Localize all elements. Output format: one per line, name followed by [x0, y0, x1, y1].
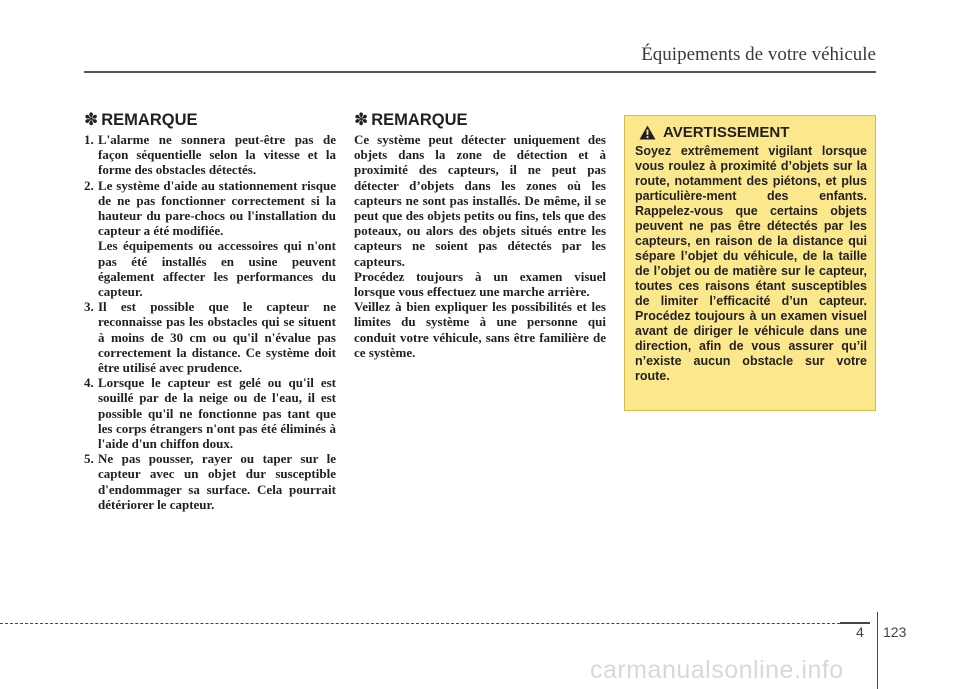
note-left-heading-text: REMARQUE	[101, 110, 198, 129]
list-item	[84, 132, 336, 178]
footer-rule	[0, 623, 870, 624]
page-header-title: Équipements de votre véhicule	[641, 44, 876, 65]
list-item-number: 2.	[84, 177, 94, 193]
page-number: 123	[883, 624, 907, 640]
note-right	[354, 110, 606, 360]
warning-text: Soyez extrêmement vigilant lorsque vous roulez à proximité d’objets sur la route, notamment des piétons, et plus particulière-ment des enfants. Rappelez-vous que certains objets peuvent ne pas être détectés par les capteurs, en raison de la distance qui sépare l’objet du véhicule, de la taille de l’objet ou de matière sur le capteur, toutes ces raisons étant susceptibles de limiter l’efficacité d’un capteur. Procédez toujours à un examen visuel avant de diriger le véhicule dans une direction, afin de vous assurer qu’il n’existe aucun obstacle sur votre route.	[635, 144, 867, 383]
warning-box	[624, 115, 876, 411]
note-paragraph: Procédez toujours à un examen visuel lorsque vous effectuez une marche arrière.	[354, 268, 606, 300]
page-number-separator	[877, 612, 878, 689]
list-item-text: Le système d'aide au stationnement risque de ne pas fonctionner correctement si la hauteur du pare-chocs ou l'installation du capteur a été modifiée.	[98, 177, 336, 239]
warning-heading	[639, 124, 867, 141]
list-item	[84, 178, 336, 300]
note-star-icon: ✽	[84, 110, 99, 129]
note-paragraph: Ce système peut détecter uniquement des objets dans la zone de détection et à proximité des capteurs, il ne peut pas détecter d’objets dans les zones où les capteurs ne sont pas installés. De même, il se peut que des objets petits ou fins, tels que des poteaux, ou alors des objets situés entre les capteurs ne soient pas détectés par les capteurs.	[354, 132, 606, 269]
warning-triangle-icon	[639, 125, 656, 140]
list-item-text: Il est possible que le capteur ne reconnaisse pas les obstacles qui se situent à moins de 30 cm ou qu'il n'évalue pas correctement la distance. Ce système doit être utilisé avec prudence.	[98, 299, 336, 376]
list-item-text: Ne pas pousser, rayer ou taper sur le capteur avec un objet dur susceptible d'endommager sa surface. Cela pourrait détériorer le capteur.	[98, 451, 336, 512]
list-item-number: 5.	[84, 451, 94, 467]
header-rule	[84, 71, 876, 73]
note-right-heading	[354, 110, 606, 130]
list-item	[84, 451, 336, 512]
note-left	[84, 110, 336, 512]
list-item-text: Lorsque le capteur est gelé ou qu'il est souillé par de la neige ou de l'eau, il est possible qu'il ne fonctionne pas tant que les corps étrangers n'ont pas été éliminés à l'aide d'un chiffon doux.	[98, 375, 336, 452]
note-star-icon: ✽	[354, 110, 369, 129]
note-right-heading-text: REMARQUE	[371, 110, 468, 129]
list-item	[84, 375, 336, 451]
list-item	[84, 299, 336, 375]
list-item-number: 1.	[84, 132, 94, 147]
list-item-extra-text: Les équipements ou accessoires qui n'ont pas été installés en usine peuvent également affecter les performances du capteur.	[98, 238, 336, 300]
list-item-number: 3.	[84, 299, 94, 315]
chapter-number: 4	[856, 624, 864, 640]
list-item-text: L'alarme ne sonnera peut-être pas de façon séquentielle selon la vitesse et la forme des obstacles détectés.	[98, 132, 336, 178]
footer-rule-accent	[840, 622, 870, 624]
note-left-list	[84, 132, 336, 512]
watermark-text: carmanualsonline.info	[590, 656, 844, 684]
note-left-heading	[84, 110, 336, 130]
warning-title: AVERTISSEMENT	[663, 124, 790, 141]
list-item-number: 4.	[84, 375, 94, 391]
note-right-body	[354, 132, 606, 360]
note-paragraph: Veillez à bien expliquer les possibilités et les limites du système à une personne qui conduit votre véhicule, sans être familière de ce système.	[354, 299, 606, 360]
